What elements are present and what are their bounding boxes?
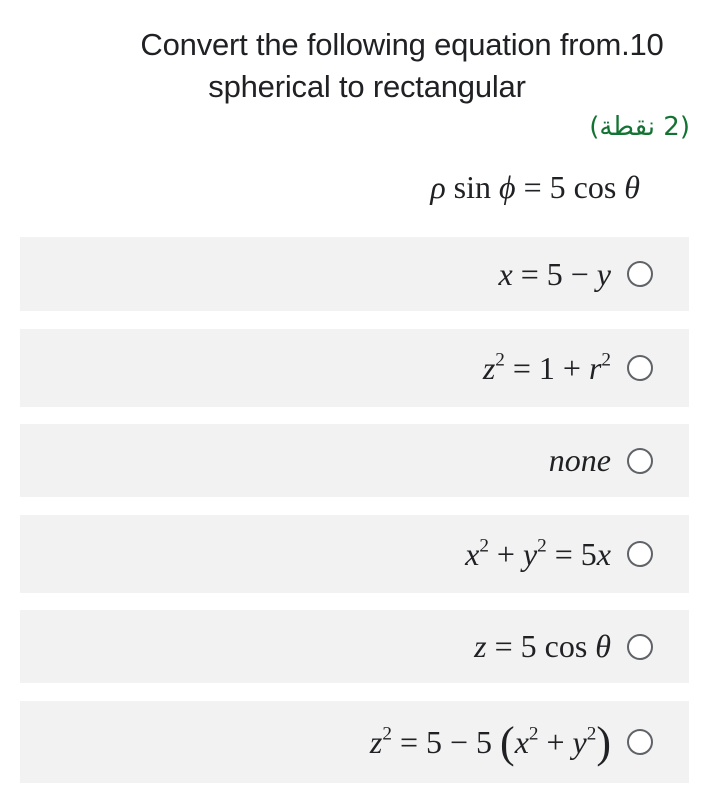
option-3-radio[interactable] [627, 448, 653, 474]
option-5-radio[interactable] [627, 634, 653, 660]
question-line-2: spherical to rectangular [208, 69, 526, 104]
option-2-label: $z^2 = 1 + r^2$ [482, 349, 611, 386]
option-1-radio[interactable] [627, 261, 653, 287]
option-4[interactable] [20, 515, 689, 593]
option-5[interactable] [20, 610, 689, 683]
option-6-label: $z^2 = 5 - 5$ $(x^2 + y^2)$ [369, 717, 611, 767]
option-1[interactable] [20, 237, 689, 311]
option-3[interactable] [20, 424, 689, 497]
option-6[interactable] [20, 701, 689, 783]
option-6-radio[interactable] [627, 729, 653, 755]
rho-symbol: ρ [430, 169, 446, 205]
option-2-radio[interactable] [627, 355, 653, 381]
phi-symbol: ϕ [499, 169, 516, 205]
question-line-1: Convert the following equation from.10 [140, 27, 664, 62]
rhs-cos: 5 cos [549, 169, 617, 205]
option-5-label: z = 5 cos θ [474, 628, 611, 664]
question-text [0, 24, 714, 108]
equals-sign: = [523, 169, 542, 205]
option-4-label: $x^2 + y^2 = 5x$ [465, 535, 611, 572]
sin-function: sin [453, 169, 492, 205]
option-1-label: x = 5 − y [498, 255, 611, 292]
theta-symbol: θ [624, 169, 640, 205]
option-4-radio[interactable] [627, 541, 653, 567]
option-3-label: none [548, 442, 611, 478]
given-equation [430, 166, 640, 208]
option-2[interactable] [20, 329, 689, 407]
points-label: (2 نقطة) [589, 112, 690, 142]
